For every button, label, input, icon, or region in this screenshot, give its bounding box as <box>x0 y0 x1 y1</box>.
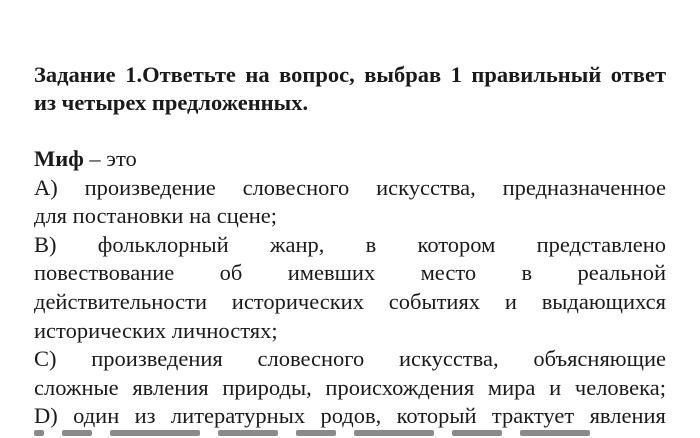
option-b-line-3 <box>34 288 666 317</box>
option-b-line-2 <box>34 259 666 288</box>
cropped-previous-line <box>34 0 674 6</box>
word: и <box>504 288 517 314</box>
option-b-line-4: исторических личностях; <box>34 317 278 343</box>
word: и <box>549 374 562 400</box>
option-a-line-1 <box>34 174 666 203</box>
word: один <box>73 403 120 429</box>
word: явления <box>132 374 209 400</box>
word: предназначенное <box>502 174 666 200</box>
word: жанр, <box>269 231 325 257</box>
word: произведения <box>91 346 223 372</box>
word: объясняющие <box>533 346 666 372</box>
question-tail: – это <box>83 146 137 171</box>
option-a-line-2: для постановки на сцене; <box>34 203 278 229</box>
word: фольклорный <box>97 231 229 257</box>
question-term: Миф <box>34 146 84 171</box>
option-b-line-1 <box>34 231 666 260</box>
word: в <box>521 260 533 286</box>
word: словесного <box>242 174 350 200</box>
word: повествование <box>34 260 175 286</box>
word: А) <box>34 174 58 200</box>
word: явления <box>589 403 666 429</box>
task-heading: Задание 1.Ответьте на вопрос, выбрав 1 правильный ответ из четырех предложенных. <box>34 62 666 115</box>
word: реальной <box>577 260 666 286</box>
word: место <box>420 260 477 286</box>
word: природы, <box>222 374 312 400</box>
word: котором <box>417 231 496 257</box>
word: имевших <box>287 260 376 286</box>
word: трактует <box>491 403 575 429</box>
word: об <box>219 260 243 286</box>
question-block <box>34 145 666 431</box>
word: происхождения <box>325 374 475 400</box>
word: в <box>365 231 377 257</box>
option-c-line-1 <box>34 345 666 374</box>
word: действительности <box>34 288 207 314</box>
word: С) <box>34 346 57 372</box>
word: мира <box>487 374 536 400</box>
word: выдающихся <box>541 288 666 314</box>
word: человека; <box>574 374 666 400</box>
question-line <box>34 145 666 174</box>
option-d-line-1 <box>34 402 666 431</box>
word: литературных <box>170 403 306 429</box>
word: D) <box>34 403 58 429</box>
word: В) <box>34 231 57 257</box>
word: искусства, <box>376 174 476 200</box>
option-c-line-2 <box>34 374 666 403</box>
word: исторических <box>231 288 364 314</box>
cropped-next-line <box>34 430 666 438</box>
word: произведение <box>84 174 216 200</box>
word: событиях <box>388 288 481 314</box>
word: искусства, <box>398 346 499 372</box>
word: из <box>134 403 156 429</box>
word: словесного <box>257 346 365 372</box>
word: родов, <box>320 403 382 429</box>
word: который <box>396 403 477 429</box>
word: представлено <box>536 231 666 257</box>
word: сложные <box>34 374 119 400</box>
